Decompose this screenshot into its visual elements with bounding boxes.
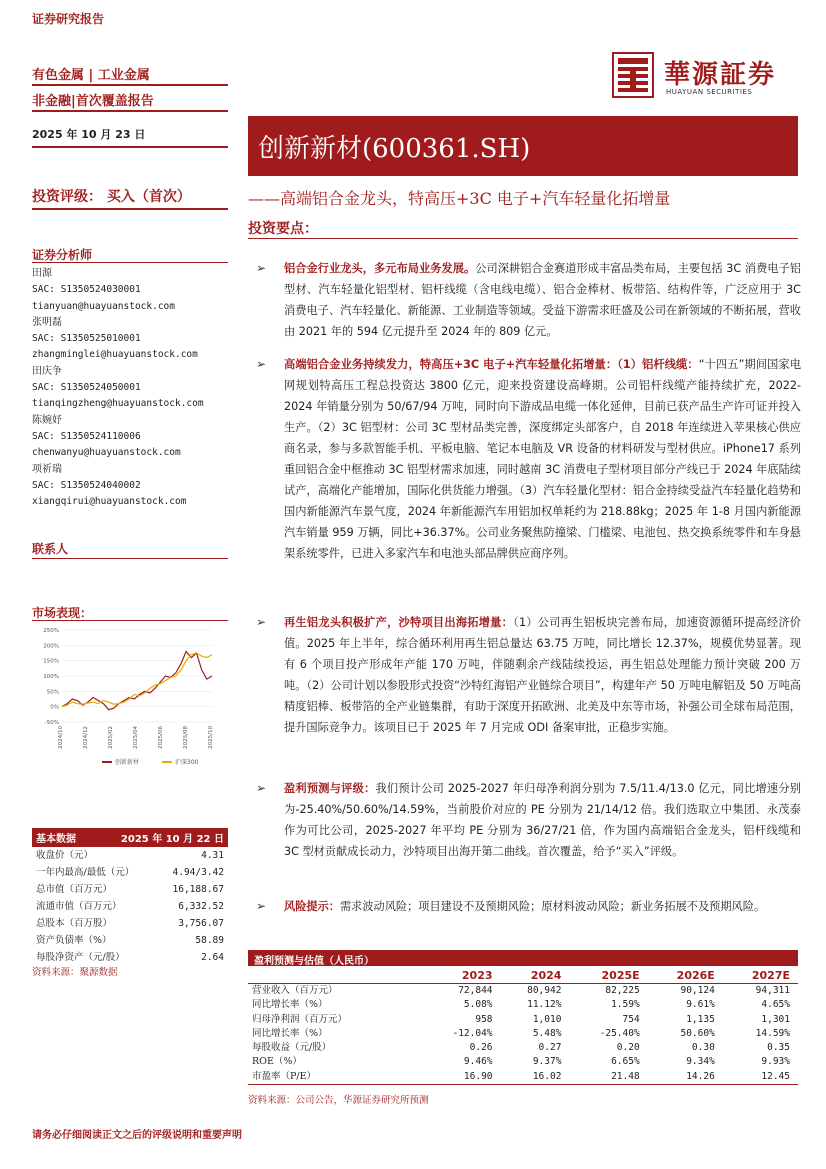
analyst-sac: SAC: S1350524110006 (32, 430, 141, 442)
investment-rating: 投资评级： 买入（首次） (32, 189, 191, 205)
bullet-text: “十四五”期间国家电网规划特高压工程总投资达 3800 亿元，迎来投资建设高峰期。公司铝杆线缆产能持续扩充，2022-2024 年销量分别为 50/67/94 万吨，同时向下游成品电缆一体化延伸，目前已获产品生产许可证并投入生产。（2）3C 铝型材：公司 3C 型材品类完善，深度绑定头部客户，自 2018 年连续进入苹果核心供应商名录，参与多款智能手机、平板电脑、笔记本电脑及 VR 设备的材料研发与型材供应。iPhone17 系列重回铝合金中框推动 3C 铝型材需求加速，同时越南 3C 消费电子型材项目部分产线已于 2024 年底陆续试产，高端化产能增加，国际化供货能力增强。（3）汽车轻量化型材：铝合金持续受益汽车轻量化趋势和国内新能源汽车景气度，2024 年新能源汽车用铝加权单耗约为 218.88kg；2025 年 1-8 月国内新能源汽车销量 959 万辆，同比+36.37%。公司业务聚焦防撞梁、门槛梁、电池包、热交换系统零件和车身悬架系统零件，已进入多家汽车和电池头部品牌供应商序列。 (284, 358, 802, 560)
divider (32, 558, 228, 559)
key-data-label: 一年内最高/最低（元） (36, 867, 135, 878)
forecast-cell: 6.65% (611, 1056, 640, 1068)
bullet-highlight: 铝合金行业龙头，多元布局业务发展。 (284, 262, 476, 275)
analyst-list (32, 266, 204, 510)
bullet-text: （1）公司再生铝板块完善布局，加速资源循环提高经济价值。2025 年上半年，综合循环利用再生铝总量达 63.75 万吨，同比增长 12.37%，规模优势显著。现有 6 个项目投产形成年产能 170 万吨，伴随剩余产线陆续投运，再生铝总处理能力预计突破 200 万吨。（2）公司计划以参股形式投资“沙特红海铝产业链综合项目”，构建年产 50 万吨电解铝及 50 万吨高精度铝棒、板带箔的全产业链集群，有助于深度开拓欧洲、北美及中东等市场，补强公司全球布局范围，提升国际竞争力。该项目已于 2025 年 7 月完成 ODI 备案审批，正稳步实施。 (284, 616, 801, 734)
key-data-row (32, 881, 228, 898)
bullet-item (256, 258, 801, 342)
forecast-cell: 1.59% (611, 999, 640, 1011)
legend-label: 沪深300 (175, 759, 199, 766)
forecast-row-label: 同比增长率（%） (252, 1027, 328, 1039)
forecast-row (248, 984, 798, 999)
forecast-row (248, 1027, 798, 1041)
logo-mark-icon (612, 52, 654, 98)
market-performance-chart (32, 622, 228, 772)
forecast-cell: 0.30 (691, 1042, 715, 1054)
title-banner (248, 116, 798, 176)
y-tick-label: 200% (43, 643, 59, 650)
key-data-date: 2025 年 10 月 22 日 (120, 834, 224, 845)
forecast-cell: 82,225 (605, 985, 640, 996)
x-tick-label: 2025/06 (158, 726, 164, 749)
forecast-row (248, 1055, 798, 1069)
divider (248, 238, 798, 239)
forecast-cell: -12.04% (452, 1027, 493, 1039)
forecast-cell: 90,124 (680, 985, 715, 996)
divider (32, 262, 228, 263)
key-data-value: 6,332.52 (178, 901, 224, 912)
key-data-table (32, 828, 228, 966)
y-tick-label: 100% (43, 674, 59, 680)
key-data-row (32, 932, 228, 949)
key-data-source: 资料来源：聚源数据 (32, 967, 118, 978)
key-points-label: 投资要点： (248, 221, 318, 237)
forecast-title: 盈利预测与估值（人民币） (248, 950, 798, 966)
forecast-cell: 14.59% (755, 1027, 790, 1039)
forecast-cell: 14.26 (648, 1070, 723, 1085)
key-data-header (32, 828, 228, 847)
x-tick-label: 2025/04 (133, 726, 139, 749)
key-data-row (32, 915, 228, 932)
key-data-title: 基本数据 (36, 834, 76, 845)
analyst-name: 张明磊 (32, 316, 62, 328)
bullet-highlight: 再生铝龙头积极扩产，沙特项目出海拓增量： (284, 616, 514, 629)
forecast-cell: 0.20 (616, 1042, 640, 1054)
bullet-arrow-icon: ➢ (256, 899, 267, 913)
forecast-row-label: 同比增长率（%） (252, 999, 328, 1011)
analyst-sac: SAC: S1350524050001 (32, 382, 141, 394)
y-tick-label: 50% (46, 689, 59, 696)
key-data-label: 流通市值（百万元） (36, 901, 122, 912)
bullet-highlight: 风险提示： (284, 900, 340, 913)
forecast-cell: 958 (475, 1013, 493, 1025)
x-tick-label: 2025/10 (208, 726, 214, 749)
key-data-value: 2.64 (201, 952, 224, 963)
forecast-row-label: 市盈率（P/E） (248, 1070, 422, 1085)
bullet-arrow-icon: ➢ (256, 781, 267, 795)
disclaimer-footer: 请务必仔细阅读正文之后的评级说明和重要声明 (32, 1130, 242, 1141)
report-type: 证券研究报告 (32, 12, 105, 26)
x-tick-label: 2025/08 (183, 726, 189, 749)
forecast-cell: 16.90 (422, 1070, 500, 1085)
forecast-table (248, 950, 798, 1085)
key-data-label: 每股净资产（元/股） (36, 952, 125, 963)
forecast-cell: 9.37% (532, 1056, 562, 1068)
report-subtitle: ——高端铝合金龙头，特高压+3C 电子+汽车轻量化拓增量 (248, 189, 671, 208)
forecast-col-header: 2024 (501, 966, 570, 984)
divider (32, 146, 228, 148)
x-tick-label: 2024/10 (58, 726, 64, 749)
bullet-item (256, 778, 801, 862)
forecast-cell: 12.45 (723, 1070, 798, 1085)
forecast-cell: 9.34% (686, 1056, 715, 1068)
forecast-cell: 5.48% (532, 1027, 562, 1039)
analyst-sac: SAC: S1350524030001 (32, 284, 141, 296)
forecast-col-header: 2026E (648, 966, 723, 984)
key-data-value: 16,188.67 (172, 884, 224, 895)
forecast-cell: 4.65% (761, 999, 790, 1011)
key-data-value: 3,756.07 (178, 918, 224, 929)
key-data-label: 总市值（百万元） (36, 884, 113, 895)
forecast-cell: 0.27 (538, 1042, 562, 1054)
forecast-cell: 1,010 (532, 1013, 562, 1025)
x-tick-label: 2025/02 (108, 726, 114, 749)
analyst-name: 陈婉妤 (32, 414, 62, 426)
forecast-cell: 754 (622, 1013, 640, 1025)
bullet-arrow-icon: ➢ (256, 357, 267, 371)
forecast-row (248, 1013, 798, 1027)
forecast-cell: 1,135 (686, 1013, 715, 1025)
divider (32, 110, 228, 112)
contact-label: 联系人 (32, 542, 69, 556)
logo-text-en: HUAYUAN SECURITIES (666, 88, 753, 96)
analyst-name: 田庆争 (32, 365, 62, 377)
forecast-cell: 21.48 (569, 1070, 647, 1085)
forecast-cell: 50.60% (680, 1027, 715, 1039)
bullet-text: 我们预计公司 2025-2027 年归母净利润分别为 7.5/11.4/13.0 亿元，同比增速分别为-25.40%/50.60%/14.59%，当前股价对应的 PE 分别为 21/14/12 倍。我们选取立中集团、永茂泰作为可比公司，2025-2027 年平均 PE 分别为 36/27/21 倍，作为国内高端铝合金龙头，铝杆线缆和 3C 型材贡献成长动力，沙特项目出海开第二曲线。首次覆盖，给予“买入”评级。 (284, 782, 801, 858)
forecast-cell: 9.93% (761, 1056, 790, 1068)
key-data-row (32, 864, 228, 881)
y-tick-label: 0% (50, 704, 59, 711)
y-tick-label: 250% (43, 628, 59, 634)
bullet-text: 公司深耕铝合金赛道形成丰富品类布局，主要包括 3C 消费电子铝型材、汽车轻量化铝型材、铝杆线缆（含电线电缆）、铝合金棒材、板带箔、结构件等，广泛应用于 3C 消费电子、汽车轻量化、新能源、工业制造等领域。受益下游需求旺盛及公司在新领域的不断拓展，营收由 2021 年的 594 亿元提升至 2024 年的 809 亿元。 (284, 262, 801, 338)
bullet-highlight: 盈利预测与评级： (284, 782, 376, 795)
forecast-col-header: 2025E (569, 966, 647, 984)
forecast-cell: 16.02 (501, 1070, 570, 1085)
key-data-value: 4.31 (201, 850, 224, 861)
forecast-cell: 72,844 (458, 985, 493, 996)
key-data-label: 资产负债率（%） (36, 935, 112, 946)
analyst-email[interactable]: chenwanyu@huayuanstock.com (32, 447, 181, 459)
forecast-cell: 11.12% (527, 999, 562, 1011)
forecast-col-header: 2027E (723, 966, 798, 984)
forecast-col-header: 2023 (422, 966, 500, 984)
forecast-cell: 9.46% (463, 1056, 493, 1068)
x-tick-label: 2024/12 (83, 726, 89, 749)
forecast-row (248, 998, 798, 1012)
forecast-cell: 5.08% (463, 999, 493, 1011)
analyst-sac: SAC: S1350524040002 (32, 479, 141, 491)
forecast-row (248, 1070, 798, 1085)
logo-text-cn: 華源証券 (664, 60, 777, 90)
key-data-label: 总股本（百万股） (36, 918, 113, 929)
series-line (62, 653, 212, 707)
bullet-item (256, 612, 801, 738)
market-label: 市场表现： (32, 606, 93, 620)
forecast-cell: -25.40% (599, 1027, 640, 1039)
category-report: 非金融|首次覆盖报告 (32, 94, 154, 109)
key-data-row (32, 898, 228, 915)
bullet-highlight: 高端铝合金业务持续发力，特高压+3C 电子+汽车轻量化拓增量：（1）铝杆线缆： (284, 358, 699, 371)
category-industry: 有色金属 | 工业金属 (32, 68, 150, 83)
forecast-cell: 0.35 (767, 1042, 790, 1054)
y-tick-label: 150% (43, 658, 59, 665)
forecast-row-label: 每股收益（元/股） (252, 1042, 332, 1054)
forecast-col-header (248, 966, 422, 984)
company-logo (612, 52, 792, 100)
forecast-cell: 0.26 (469, 1042, 493, 1054)
series-line (62, 652, 212, 710)
divider (32, 208, 228, 210)
divider (32, 620, 228, 621)
analyst-email[interactable]: tianyuan@huayuanstock.com (32, 300, 175, 312)
forecast-cell: 1,301 (761, 1013, 790, 1025)
analyst-name: 项祈瑞 (32, 463, 62, 475)
forecast-cell: 9.61% (686, 999, 715, 1011)
legend-label: 创新新材 (115, 759, 140, 766)
forecast-row-label: 归母净利润（百万元） (252, 1013, 348, 1025)
forecast-source: 资料来源：公司公告，华源证券研究所预测 (248, 1095, 429, 1106)
bullet-item (256, 354, 801, 564)
forecast-row-label: ROE（%） (252, 1056, 302, 1068)
y-tick-label: -50% (44, 720, 59, 726)
forecast-cell: 94,311 (755, 985, 790, 996)
bullet-arrow-icon: ➢ (256, 261, 267, 275)
divider (32, 84, 228, 86)
forecast-row-label: 营业收入（百万元） (252, 985, 338, 996)
analyst-email[interactable]: zhangminglei@huayuanstock.com (32, 349, 198, 361)
bullet-item (256, 896, 801, 917)
bullet-arrow-icon: ➢ (256, 615, 267, 629)
key-data-row (32, 847, 228, 864)
forecast-cell: 80,942 (527, 985, 562, 996)
company-title: 创新新材(600361.SH) (258, 134, 531, 164)
key-data-value: 4.94/3.42 (172, 867, 224, 878)
report-date: 2025 年 10 月 23 日 (32, 128, 146, 141)
analyst-email[interactable]: xiangqirui@huayuanstock.com (32, 496, 187, 508)
analysts-label: 证券分析师 (32, 248, 93, 262)
key-data-value: 58.89 (195, 935, 224, 946)
analyst-name: 田源 (32, 268, 52, 279)
forecast-row (248, 1041, 798, 1055)
analyst-sac: SAC: S1350525010001 (32, 333, 141, 345)
analyst-email[interactable]: tianqingzheng@huayuanstock.com (32, 398, 204, 410)
key-data-label: 收盘价（元） (36, 850, 94, 861)
bullet-text: 需求波动风险；项目建设不及预期风险；原材料波动风险；新业务拓展不及预期风险。 (339, 900, 766, 913)
